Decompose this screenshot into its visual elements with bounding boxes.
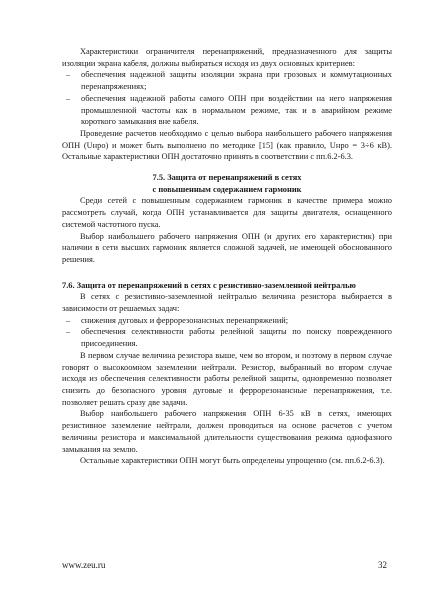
list-item-text: обеспечения надежной защиты изоляции экрана при грозовых и коммутационных перенапряжениях;	[81, 70, 392, 92]
list-item	[62, 93, 392, 128]
list-item	[62, 326, 392, 349]
footer-url: www.zeu.ru	[62, 560, 106, 570]
list-dash: –	[66, 327, 71, 337]
paragraph-calculation: Проведение расчетов необходимо с целью выбора наибольшего рабочего напряжения ОПН (Uнро) и может быть выполнено по методике [15] (как правило, Uнро = 3÷6 кВ). Остальные характеристики ОПН достаточно принять в соответствии с пп.6.2-6.3.	[62, 128, 392, 162]
list-dash: –	[66, 93, 71, 103]
paragraph-harmonics-voltage: Выбор наибольшего рабочего напряжения ОПН (и других его характеристик) при наличии в сети высших гармоник является сложной задачей, не имеющей обоснованного решения.	[62, 231, 392, 264]
section-heading-7-5-line1: 7.5. Защита от перенапряжений в сетях	[152, 173, 302, 183]
paragraph-resistor-intro: В сетях с резистивно-заземленной нейтралью величина резистора выбирается в зависимости от решаемых задач:	[62, 292, 392, 314]
section-heading-7-5-line2: с повышенным содержанием гармоник	[152, 184, 302, 194]
paragraph-criteria-intro: Характеристики ограничителя перенапряжений, предназначенного для защиты изоляции экрана кабеля, должны выбираться исходя из двух основных критериев:	[62, 47, 392, 68]
list-dash: –	[66, 70, 71, 80]
page-body	[62, 46, 392, 467]
paragraph-harmonics-example: Среди сетей с повышенным содержанием гармоник в качестве примера можно рассмотреть случай, когда ОПН устанавливается для защиты двигателя, оснащенного системой частотного пуска.	[62, 196, 392, 229]
list-item-text: снижения дуговых и феррорезонансных перенапряжений;	[81, 315, 289, 325]
list-item-text: обеспечения надежной работы самого ОПН при воздействии на него напряжения промышленной частоты как в нормальном режиме, так и в аварийном режиме короткого замыкания вне кабеля.	[81, 93, 392, 127]
list-item	[62, 69, 392, 92]
list-dash: –	[66, 315, 71, 325]
list-item-text: обеспечения селективности работы релейной защиты по поиску поврежденного присоединения.	[81, 327, 392, 349]
list-item	[62, 315, 392, 327]
paragraph-voltage-selection: Выбор наибольшего рабочего напряжения ОПН 6-35 кВ в сетях, имеющих резистивное заземление нейтрали, должен проводиться на основе расчетов с учетом величины резистора и максимальной длительности существования режима однофазного замыкания на землю.	[62, 409, 392, 454]
section-heading-7-6: 7.6. Защита от перенапряжений в сетях с резистивно-заземленной нейтралью	[62, 280, 356, 290]
paragraph-other-characteristics: Остальные характеристики ОПН могут быть определены упрощенно (см. пп.6.2-6.3).	[80, 456, 385, 466]
page-number: 32	[378, 560, 387, 570]
paragraph-resistor-cases: В первом случае величина резистора выше, чем во втором, и поэтому в первом случае говорят о высокоомном заземлении нейтрали. Резистор, выбранный во втором случае исходя из обеспечения селективности работы релейной защиты, одновременно позволяет снизить до безопасного уровня дуговые и феррорезонансные перенапряжения, т.е. позволяет решать сразу две задачи.	[62, 350, 392, 407]
